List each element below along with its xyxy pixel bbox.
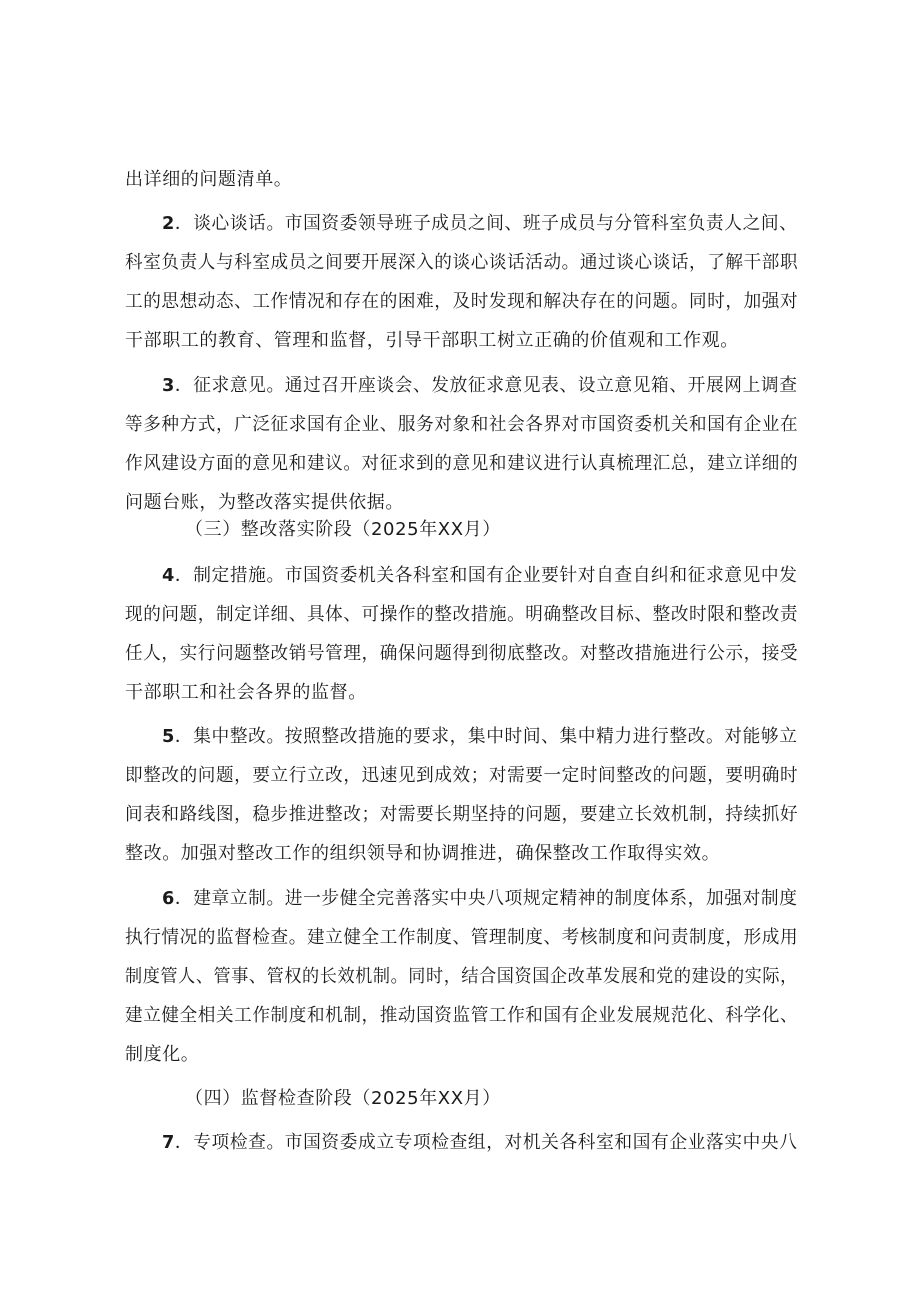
line-text: ．征求意见。通过召开座谈会、发放征求意见表、设立意见箱、开展网上调查: [174, 375, 798, 396]
line-text: ．集中整改。按照整改措施的要求，集中时间、集中精力进行整改。对能够立: [174, 726, 798, 747]
section-heading: [185, 517, 501, 543]
line-text: （三）整改落实阶段（2025年XX月）: [185, 519, 501, 540]
line-text: 科室负责人与科室成员之间要开展深入的谈心谈话活动。通过谈心谈话，了解干部职: [125, 252, 799, 273]
line-text: ．谈心谈话。市国资委领导班子成员之间、班子成员与分管科室负责人之间、: [174, 213, 798, 234]
line-text: 干部职工和社会各界的监督。: [125, 682, 367, 703]
line-text: ．建章立制。进一步健全完善落实中央八项规定精神的制度体系，加强对制度: [174, 888, 798, 909]
item-number: 5: [162, 726, 175, 747]
line-text: 任人，实行问题整改销号管理，确保问题得到彻底整改。对整改措施进行公示，接受: [125, 643, 799, 664]
line-text: 即整改的问题，要立行立改，迅速见到成效；对需要一定时间整改的问题，要明确时: [125, 765, 799, 786]
paragraph-line: [162, 724, 798, 750]
paragraph-line: [162, 1130, 798, 1156]
paragraph-line: [125, 328, 739, 354]
line-text: 出详细的问题清单。: [125, 169, 293, 190]
item-number: 7: [162, 1132, 175, 1153]
item-number: 6: [162, 888, 175, 909]
line-text: 执行情况的监督检查。建立健全工作制度、管理制度、考核制度和问责制度，形成用: [125, 927, 799, 948]
paragraph-line: [125, 451, 798, 477]
line-text: （四）监督检查阶段（2025年XX月）: [185, 1088, 501, 1109]
line-text: ．制定措施。市国资委机关各科室和国有企业要针对自查自纠和征求意见中发: [174, 565, 798, 586]
line-text: ．专项检查。市国资委成立专项检查组，对机关各科室和国有企业落实中央八: [174, 1132, 798, 1153]
line-text: 建立健全相关工作制度和机制，推动国资监管工作和国有企业发展规范化、科学化、: [125, 1005, 799, 1026]
line-text: 制度化。: [125, 1044, 200, 1065]
paragraph-line: [125, 925, 798, 951]
item-number: 3: [162, 375, 175, 396]
paragraph-line: [162, 373, 798, 399]
paragraph-line: [125, 602, 798, 628]
paragraph-line: [125, 964, 798, 990]
paragraph-line: [162, 563, 798, 589]
item-number: 4: [162, 565, 175, 586]
line-text: 整改。加强对整改工作的组织领导和协调推进，确保整改工作取得实效。: [125, 843, 721, 864]
line-text: 工的思想动态、工作情况和存在的困难，及时发现和解决存在的问题。同时，加强对: [125, 291, 799, 312]
line-text: 问题台账，为整改落实提供依据。: [125, 492, 404, 513]
paragraph-line: [162, 886, 798, 912]
paragraph-line: [125, 250, 798, 276]
paragraph-line: [125, 763, 798, 789]
paragraph-line: [125, 167, 292, 193]
line-text: 干部职工的教育、管理和监督，引导干部职工树立正确的价值观和工作观。: [125, 330, 739, 351]
line-text: 现的问题，制定详细、具体、可操作的整改措施。明确整改目标、整改时限和整改责: [125, 604, 799, 625]
paragraph-line: [162, 211, 798, 237]
section-heading: [185, 1086, 501, 1112]
paragraph-line: [125, 1042, 199, 1068]
line-text: 作风建设方面的意见和建议。对征求到的意见和建议进行认真梳理汇总，建立详细的: [125, 453, 799, 474]
paragraph-line: [125, 412, 798, 438]
paragraph-line: [125, 841, 720, 867]
paragraph-line: [125, 802, 798, 828]
line-text: 等多种方式，广泛征求国有企业、服务对象和社会各界对市国资委机关和国有企业在: [125, 414, 799, 435]
item-number: 2: [162, 213, 175, 234]
paragraph-line: [125, 641, 798, 667]
line-text: 间表和路线图，稳步推进整改；对需要长期坚持的问题，要建立长效机制，持续抓好: [125, 804, 799, 825]
line-text: 制度管人、管事、管权的长效机制。同时，结合国资国企改革发展和党的建设的实际，: [125, 966, 798, 987]
paragraph-line: [125, 289, 798, 315]
paragraph-line: [125, 680, 367, 706]
paragraph-line: [125, 1003, 798, 1029]
paragraph-line: [125, 490, 404, 516]
